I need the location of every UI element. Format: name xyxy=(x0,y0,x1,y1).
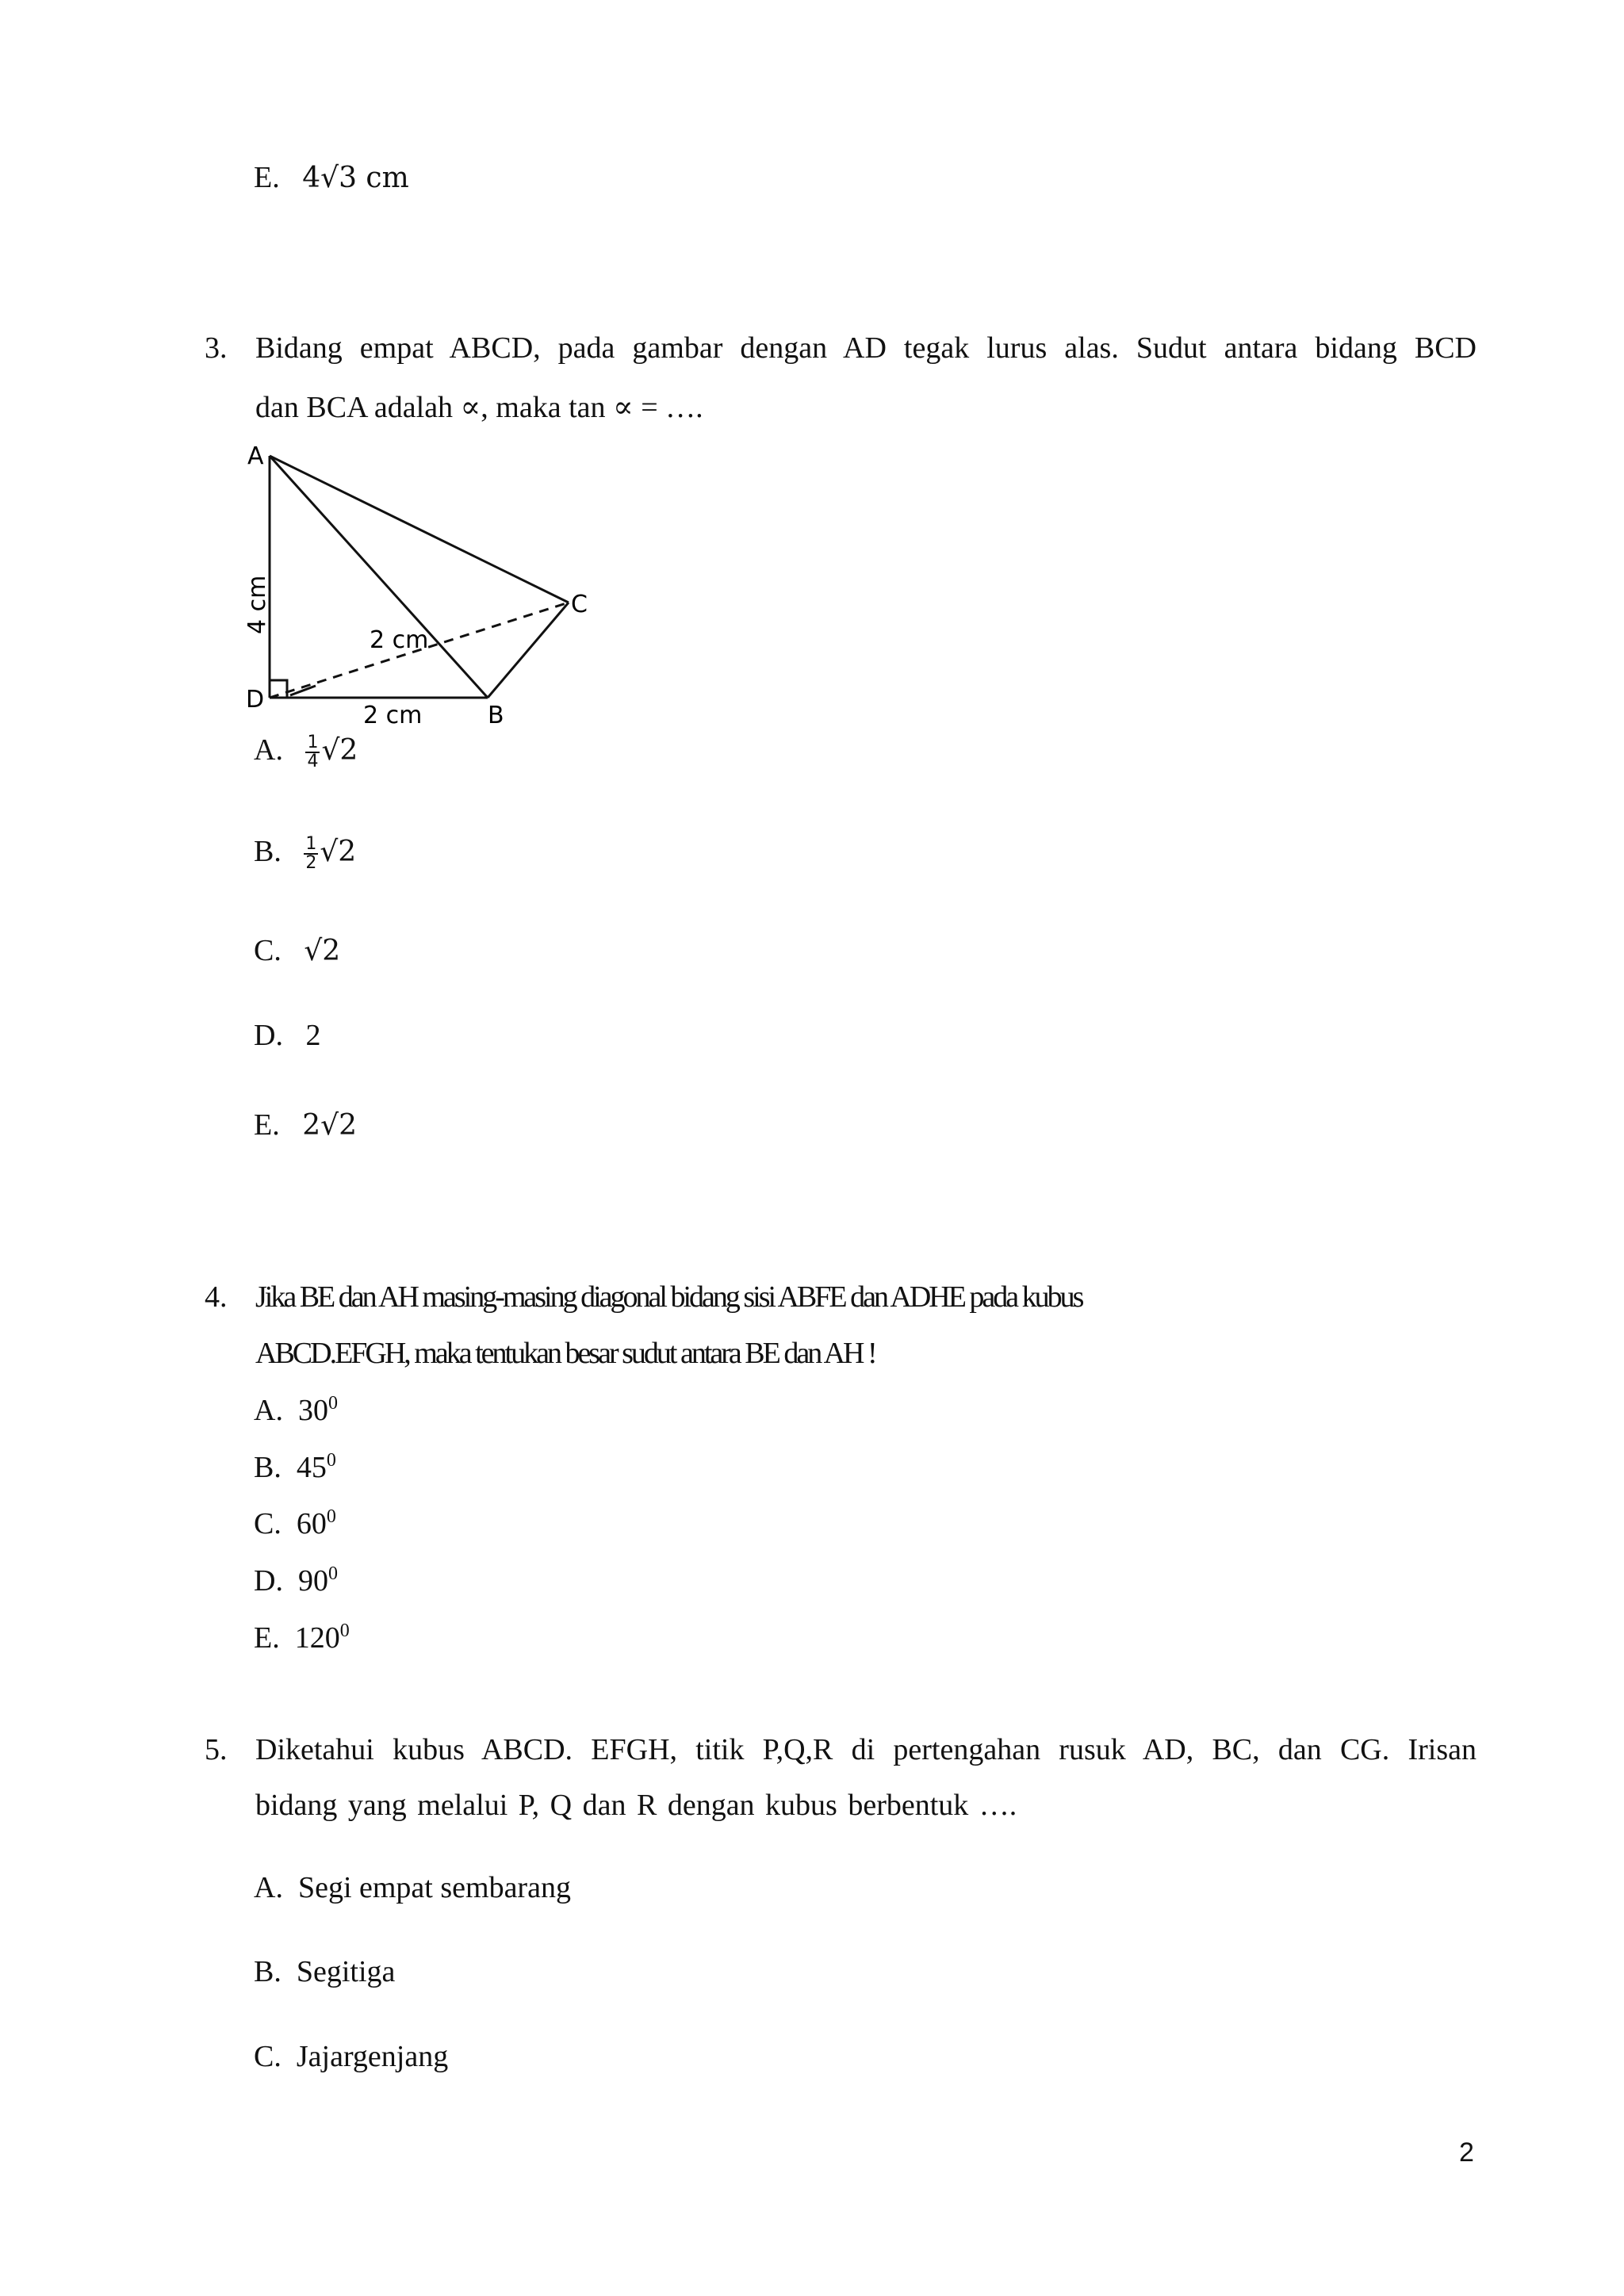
edge-ac xyxy=(270,456,569,603)
q4-option-e xyxy=(254,1619,350,1657)
q3-option-b xyxy=(254,832,356,872)
option-value: 120 xyxy=(294,1621,340,1655)
q4-option-c xyxy=(254,1505,336,1543)
vertex-label-c: C xyxy=(571,591,588,618)
q3-text-line2: dan BCA adalah ∝, maka tan ∝ = …. xyxy=(255,391,703,424)
q4-text-line1: Jika BE dan AH masing-masing diagonal bidang sisi ABFE dan ADHE pada kubus xyxy=(255,1280,1082,1314)
option-value: 90 xyxy=(297,1564,328,1598)
q3-text-line1: Bidang empat ABCD, pada gambar dengan AD tegak lurus alas. Sudut antara bidang BCD xyxy=(255,331,1477,365)
q2-option-e xyxy=(254,159,409,197)
q4-text-line2: ABCD.EFGH, maka tentukan besar sudut antara BE dan AH ! xyxy=(255,1337,875,1370)
fraction-denominator: 4 xyxy=(307,752,319,772)
q5-number: 5. xyxy=(205,1733,228,1766)
q4-option-d xyxy=(254,1562,338,1600)
degree-superscript: 0 xyxy=(326,1506,336,1527)
degree-superscript: 0 xyxy=(327,1393,338,1414)
option-label: A. xyxy=(254,733,283,767)
length-label-db: 2 cm xyxy=(363,702,423,729)
option-value: 4√3 cm xyxy=(302,162,409,194)
option-label: B. xyxy=(254,1955,282,1988)
q4-number: 4. xyxy=(205,1280,228,1314)
q5-option-c xyxy=(254,2038,448,2076)
vertex-label-a: A xyxy=(247,442,264,470)
q3-option-c xyxy=(254,932,340,970)
option-value: Jajargenjang xyxy=(296,2040,449,2073)
degree-superscript: 0 xyxy=(327,1563,338,1584)
degree-superscript: 0 xyxy=(339,1621,350,1641)
option-value: 2√2 xyxy=(302,1109,357,1142)
option-label: E. xyxy=(254,1108,280,1142)
option-value: Segitiga xyxy=(296,1955,396,1988)
length-label-dc: 2 cm xyxy=(370,626,429,654)
q3-option-d xyxy=(254,1016,320,1054)
vertex-label-d: D xyxy=(246,686,265,714)
option-value: √2 xyxy=(304,935,341,967)
option-value: √2 xyxy=(320,836,357,868)
q5-option-b xyxy=(254,1953,395,1991)
fraction xyxy=(305,734,320,771)
option-value: 45 xyxy=(296,1451,327,1484)
option-value: 30 xyxy=(297,1394,328,1427)
option-value: √2 xyxy=(321,734,358,767)
option-label: C. xyxy=(254,1507,282,1540)
length-label-ad: 4 cm xyxy=(243,575,271,634)
q5-text-line1: Diketahui kubus ABCD. EFGH, titik P,Q,R di pertengahan rusuk AD, BC, dan CG. Irisan xyxy=(255,1733,1477,1766)
option-label: D. xyxy=(254,1019,283,1052)
vertex-label-b: B xyxy=(488,702,504,729)
edge-bc xyxy=(488,603,569,698)
q3-number: 3. xyxy=(205,331,228,365)
option-label: B. xyxy=(254,835,282,868)
option-label: A. xyxy=(254,1871,283,1904)
tetrahedron-figure xyxy=(230,440,611,729)
option-label: A. xyxy=(254,1394,283,1427)
fraction-denominator: 2 xyxy=(305,853,317,874)
degree-superscript: 0 xyxy=(326,1450,336,1471)
q3-option-e xyxy=(254,1106,357,1145)
q4-option-b xyxy=(254,1448,336,1487)
option-value: 2 xyxy=(305,1019,321,1052)
option-label: C. xyxy=(254,934,282,967)
option-value: 60 xyxy=(296,1507,327,1540)
q5-option-a xyxy=(254,1869,571,1907)
option-label: C. xyxy=(254,2040,282,2073)
q4-option-a xyxy=(254,1391,338,1429)
q3-option-a xyxy=(254,731,358,771)
fraction-numerator: 1 xyxy=(305,834,317,855)
page-number: 2 xyxy=(1459,2137,1474,2168)
fraction xyxy=(304,836,318,872)
q5-text-line2: bidang yang melalui P, Q dan R dengan kubus berbentuk …. xyxy=(255,1789,1017,1822)
option-label: D. xyxy=(254,1564,283,1598)
fraction-numerator: 1 xyxy=(307,733,319,753)
option-label: E. xyxy=(254,161,280,194)
edge-ab xyxy=(270,456,488,698)
option-label: E. xyxy=(254,1621,280,1655)
option-value: Segi empat sembarang xyxy=(297,1871,571,1904)
option-label: B. xyxy=(254,1451,282,1484)
